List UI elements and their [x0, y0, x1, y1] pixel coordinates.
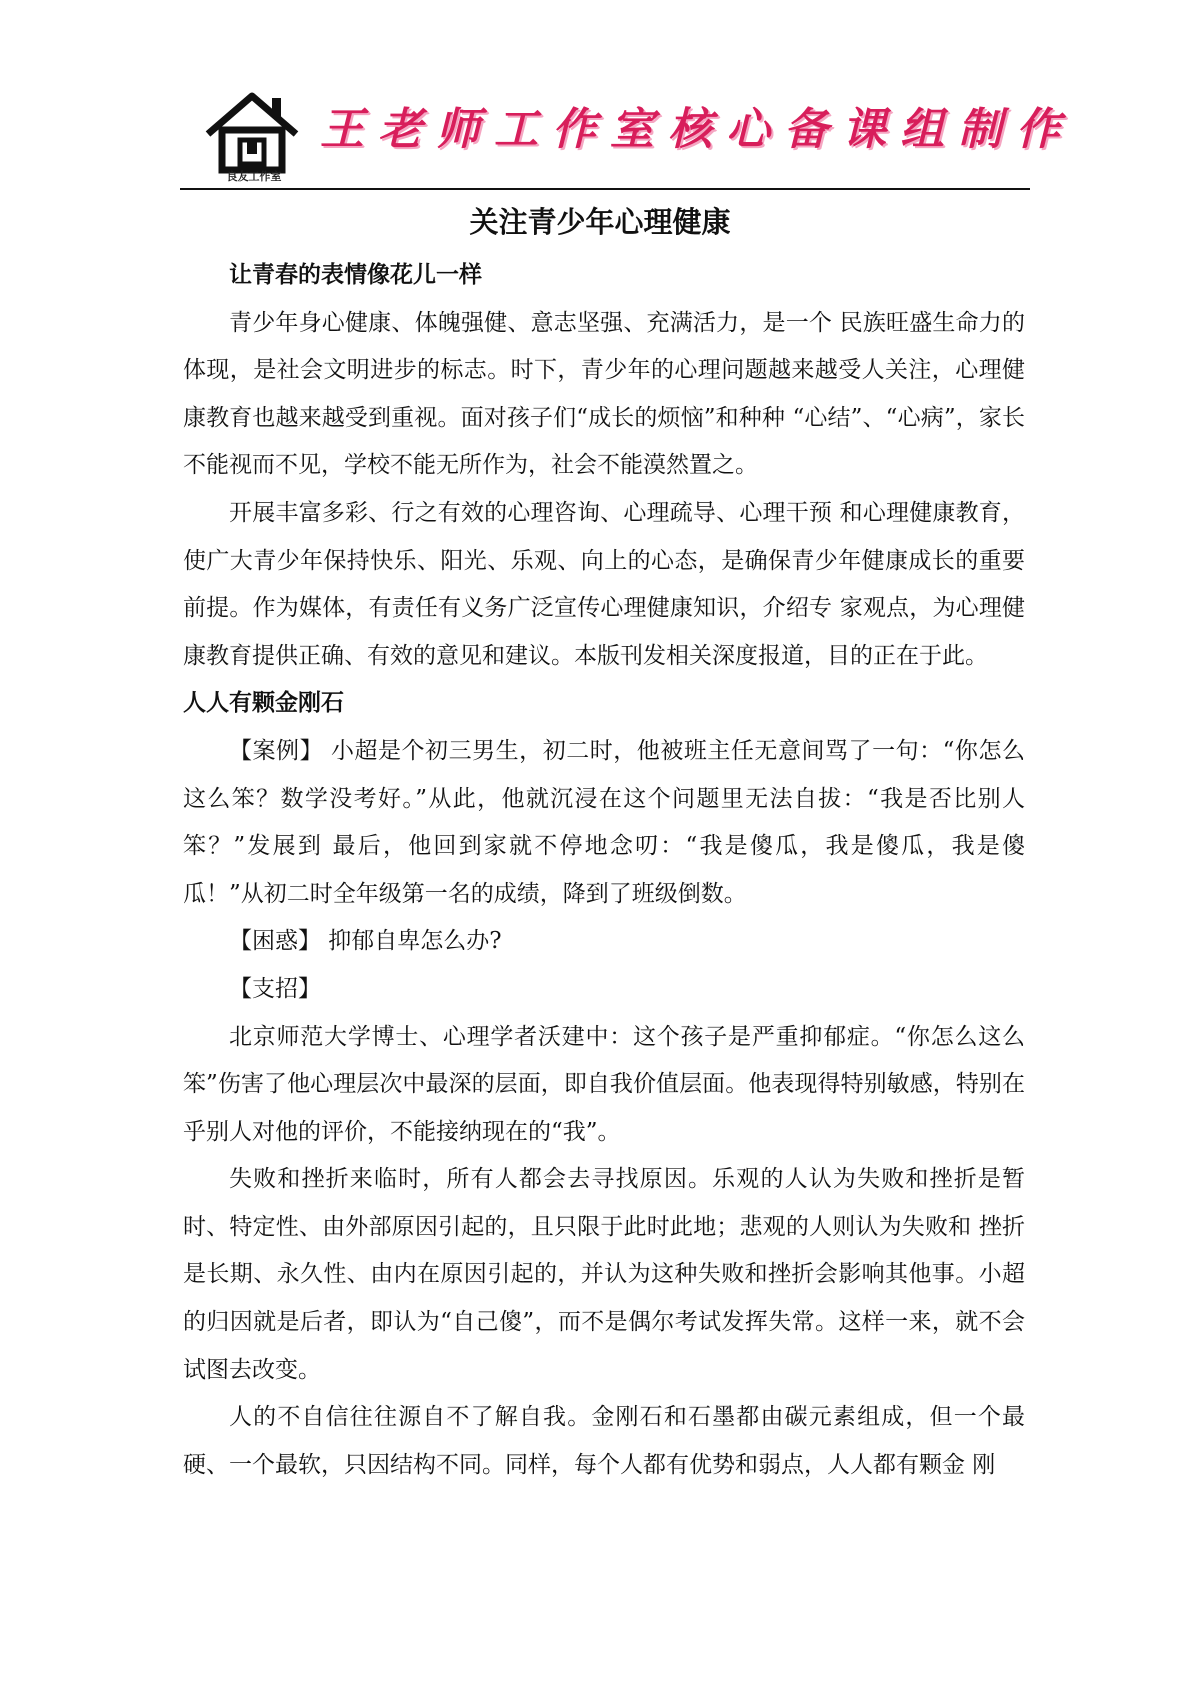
paragraph-confusion: 【困惑】 抑郁自卑怎么办? [229, 928, 502, 955]
subtitle-youth: 让青春的表情像花儿一样 [229, 262, 482, 288]
header-banner [180, 80, 1074, 190]
paragraph-self-confidence: 人的不自信往往源自不了解自我。金刚石和石墨都由碳元素组成，但一个最硬、一个最软，只因结构不同。同样，每个人都有优势和弱点，人人都有颗金 刚 [183, 1404, 1025, 1478]
header-divider [180, 188, 1030, 190]
paragraph-attribution: 失败和挫折来临时，所有人都会去寻找原因。乐观的人认为失败和挫折是暂时、特定性、由外部原因引起的，且只限于此时此地；悲观的人则认为失败和 挫折是长期、永久性、由内在原因引起的，并认为这种失败和挫折会影响其他事。小超的归因就是后者，即认为“自己傻”，而不是偶尔考试发挥失常。这样一来，就不会试图去改变。 [183, 1166, 1025, 1383]
article-body [183, 252, 1025, 1489]
banner-title: 王老师工作室核心备课组制作 [320, 104, 1074, 155]
paragraph-case: 【案例】 小超是个初三男生，初二时，他被班主任无意间骂了一句：“你怎么这么笨？数学没考好。”从此，他就沉浸在这个问题里无法自拔：“我是否比别人笨？”发展到 最后，他回到家就不停地念叨：“我是傻瓜，我是傻瓜，我是傻瓜！”从初二时全年级第一名的成绩，降到了班级倒数。 [183, 737, 1025, 907]
paragraph-expert: 北京师范大学博士、心理学者沃建中：这个孩子是严重抑郁症。“你怎么这么笨”伤害了他心理层次中最深的层面，即自我价值层面。他表现得特别敏感，特别在乎别人对他的评价，不能接纳现在的“我”。 [183, 1023, 1025, 1145]
logo-caption: 良友工作室 [226, 170, 282, 183]
paragraph-advice-label: 【支招】 [229, 975, 321, 1002]
subtitle-diamond: 人人有颗金刚石 [183, 690, 344, 717]
paragraph-1: 青少年身心健康、体魄强健、意志坚强、充满活力，是一个 民族旺盛生命力的体现，是社会文明进步的标志。时下，青少年的心理问题越来越受人关注，心理健康教育也越来越受到重视。面对孩子们“成长的烦恼”和种种 “心结”、“心病”，家长不能视而不见，学校不能无所作为，社会不能漠然置之。 [183, 309, 1025, 479]
document-title: 关注青少年心理健康 [469, 205, 731, 239]
paragraph-2: 开展丰富多彩、行之有效的心理咨询、心理疏导、心理干预 和心理健康教育，使广大青少年保持快乐、阳光、乐观、向上的心态，是确保青少年健康成长的重要前提。作为媒体，有责任有义务广泛宣传心理健康知识，介绍专 家观点，为心理健康教育提供正确、有效的意见和建议。本版刊发相关深度报道，目的正在于此。 [183, 499, 1025, 669]
